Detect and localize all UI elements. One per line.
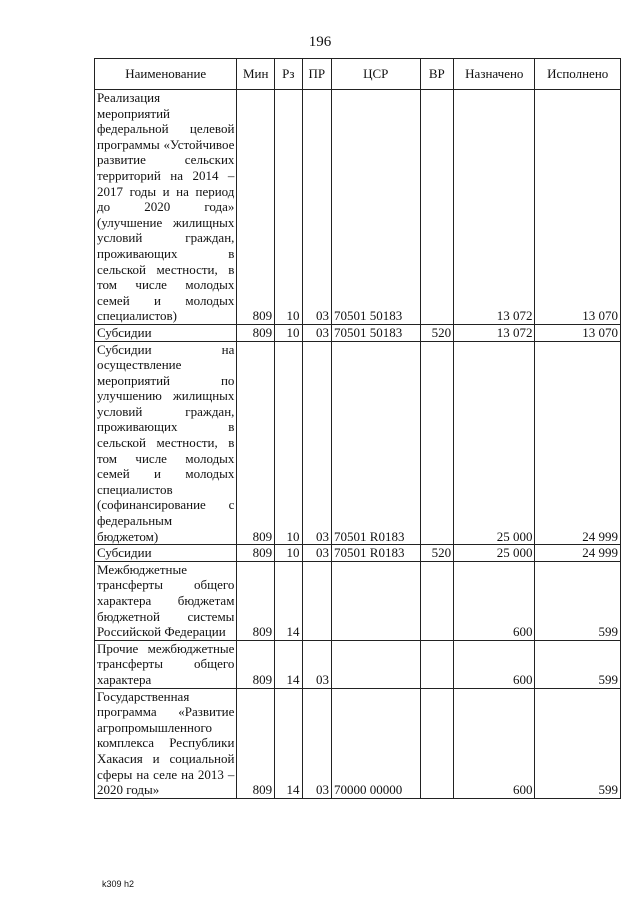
row-assigned: 25 000 [454,545,535,562]
row-csr [332,640,421,688]
row-name: Государственная программа «Развитие агропромышленного комплекса Республики Хакасия и социальной сферы на селе на 2013 – 2020 годы» [95,688,237,798]
header-assigned: Назначено [454,59,535,90]
row-pr: 03 [302,324,332,341]
row-pr: 03 [302,545,332,562]
row-min: 809 [237,90,275,325]
row-assigned: 600 [454,640,535,688]
row-vr [420,90,454,325]
row-vr [420,688,454,798]
row-rz: 10 [275,324,302,341]
row-pr [302,561,332,640]
header-name: Наименование [95,59,237,90]
budget-table [94,58,621,799]
row-executed: 13 070 [535,90,621,325]
row-executed: 24 999 [535,341,621,545]
row-assigned: 600 [454,688,535,798]
row-csr: 70501 R0183 [332,341,421,545]
row-executed: 599 [535,561,621,640]
row-rz: 14 [275,640,302,688]
table-row [95,341,621,545]
row-csr: 70501 R0183 [332,545,421,562]
page-number: 196 [308,34,332,50]
footer-code: k309 h2 [102,879,135,889]
row-vr [420,640,454,688]
table-row [95,90,621,325]
row-name: Реализация мероприятий федеральной целевой программы «Устойчивое развитие сельских территорий на 2014 – 2017 годы и на период до 2020 года» (улучшение жилищных условий граждан, проживающих в сельской местности, в том числе молодых семей и молодых специалистов) [95,90,237,325]
row-assigned: 13 072 [454,324,535,341]
row-name: Прочие межбюджетные трансферты общего характера [95,640,237,688]
row-csr: 70501 50183 [332,324,421,341]
table-row [95,561,621,640]
row-vr: 520 [420,324,454,341]
table-row [95,688,621,798]
row-assigned: 600 [454,561,535,640]
row-vr [420,341,454,545]
row-executed: 599 [535,640,621,688]
row-rz: 10 [275,341,302,545]
row-name: Межбюджетные трансферты общего характера бюджетам бюджетной системы Российской Федерации [95,561,237,640]
row-csr: 70501 50183 [332,90,421,325]
header-pr: ПР [302,59,332,90]
row-min: 809 [237,688,275,798]
row-name: Субсидии на осуществление мероприятий по улучшению жилищных условий граждан, проживающих в сельской местности, в том числе молодых семей и молодых специалистов (софинансирование с федеральным бюджетом) [95,341,237,545]
row-rz: 14 [275,688,302,798]
row-vr: 520 [420,545,454,562]
row-pr: 03 [302,341,332,545]
row-pr: 03 [302,640,332,688]
row-name: Субсидии [95,324,237,341]
table-row [95,324,621,341]
row-vr [420,561,454,640]
row-pr: 03 [302,688,332,798]
table-row [95,545,621,562]
header-executed: Исполнено [535,59,621,90]
header-min: Мин [237,59,275,90]
row-min: 809 [237,324,275,341]
row-rz: 10 [275,545,302,562]
row-csr: 70000 00000 [332,688,421,798]
header-csr: ЦСР [332,59,421,90]
row-rz: 14 [275,561,302,640]
row-assigned: 25 000 [454,341,535,545]
row-rz: 10 [275,90,302,325]
table-row [95,640,621,688]
row-min: 809 [237,341,275,545]
header-vr: ВР [420,59,454,90]
row-min: 809 [237,640,275,688]
row-assigned: 13 072 [454,90,535,325]
row-min: 809 [237,545,275,562]
row-csr [332,561,421,640]
row-name: Субсидии [95,545,237,562]
row-pr: 03 [302,90,332,325]
row-min: 809 [237,561,275,640]
row-executed: 24 999 [535,545,621,562]
header-row [95,59,621,90]
row-executed: 599 [535,688,621,798]
header-rz: Рз [275,59,302,90]
row-executed: 13 070 [535,324,621,341]
